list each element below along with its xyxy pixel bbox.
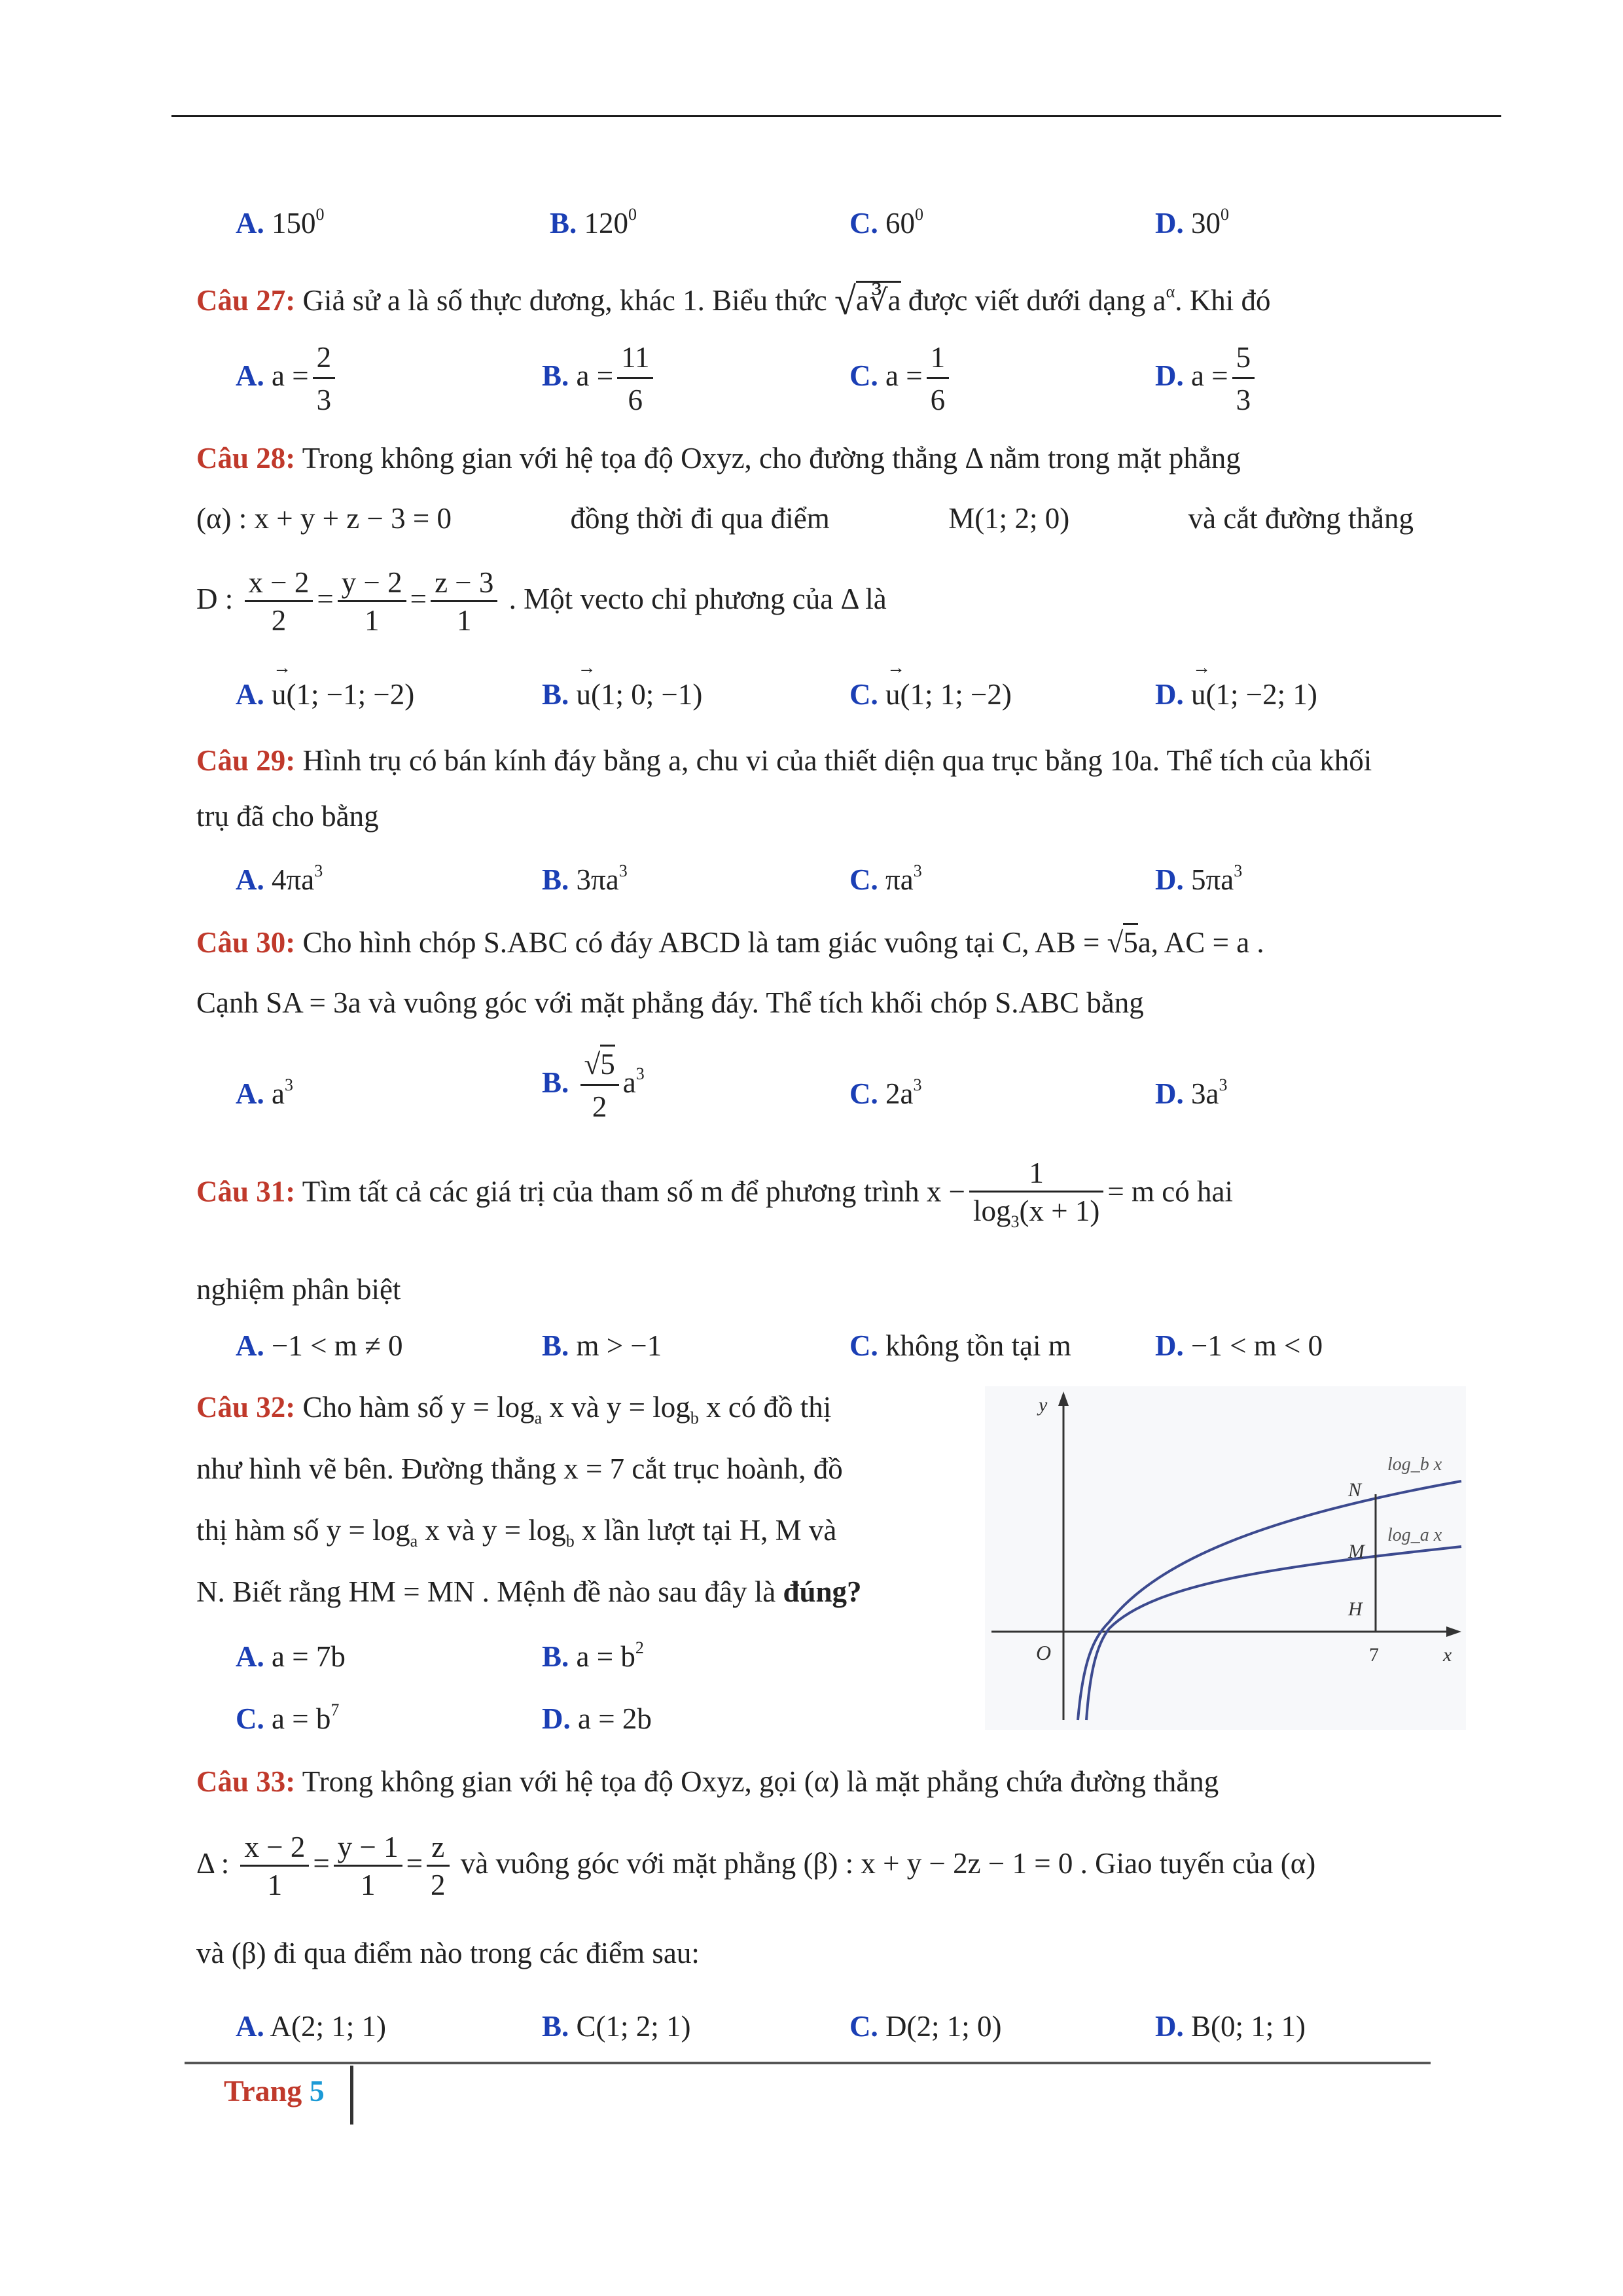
q28-line2: (α) : x + y + z − 3 = 0 đồng thời đi qua điểm M(1; 2; 0) và cắt đường thẳng — [196, 502, 1414, 535]
q27-option-c: C. a = $\frac{1}{6}$ — [849, 340, 953, 417]
q32-line2: như hình vẽ bên. Đường thẳng x = 7 cắt trục hoành, đồ — [196, 1452, 843, 1485]
q33-option-d: D. B(0; 1; 1) — [1155, 2010, 1306, 2043]
q33-line3: và (β) đi qua điểm nào trong các điểm sau: — [196, 1937, 700, 1969]
q28-option-b: B. → u(1; 0; −1) — [542, 677, 702, 711]
page-footer — [224, 2073, 325, 2108]
q31-line2: nghiệm phân biệt — [196, 1273, 401, 1306]
q30-option-a: A. $a^3$ — [236, 1075, 293, 1110]
q32-option-b: B. $a = b^2$ — [542, 1638, 644, 1673]
q27-option-d: D. a = $\frac{5}{3}$ — [1155, 340, 1258, 417]
q28-line3: D : $\frac{x - 2}{2}$ = $\frac{y - 2}{1}$ = $\frac{z - 3}{1}$ . Một vecto chỉ phương của Δ là — [196, 566, 887, 637]
q32-line4: N. Biết rằng HM = MN . Mệnh đề nào sau đây là đúng? — [196, 1575, 862, 1608]
curve-b-label: log_b x — [1387, 1454, 1442, 1475]
page-number: 5 — [309, 2074, 325, 2108]
q31-option-b: B. m > −1 — [542, 1329, 662, 1362]
q30-option-d: D. $3a^3$ — [1155, 1075, 1228, 1110]
q27-stem: Câu 27: Giả sử a là số thực dương, khác 1. Biểu thức √a∛a được viết dưới dạng $a^\alpha$. Khi đó — [196, 279, 1271, 323]
q27-option-a: A. a = $\frac{2}{3}$ — [236, 340, 339, 417]
q31-line1: Câu 31: Tìm tất cả các giá trị của tham số m để phương trình x − $\frac{1}{\log_3(x + 1)}$ = m có hai — [196, 1157, 1233, 1231]
q28-line1: Câu 28: Trong không gian với hệ tọa độ Oxyz, cho đường thẳng Δ nằm trong mặt phẳng — [196, 442, 1241, 475]
q28-option-d: D. → u(1; −2; 1) — [1155, 677, 1317, 711]
q33-option-c: C. D(2; 1; 0) — [849, 2010, 1002, 2043]
q29-line2: trụ đã cho bằng — [196, 800, 379, 833]
q33-option-a: A. A(2; 1; 1) — [236, 2010, 387, 2043]
q33-line2: Δ : $\frac{x - 2}{1}$ = $\frac{y - 1}{1}$ = $\frac{z}{2}$ và vuông góc với mặt phẳng (β) : x + y − 2z − 1 = 0 . Giao tuyến của (α) — [196, 1831, 1316, 1901]
q32-option-a: A. a = 7b — [236, 1640, 346, 1673]
q26-option-a: A. $150^0$ — [236, 205, 325, 240]
footer-divider — [350, 2066, 353, 2125]
q32-option-d: D. a = 2b — [542, 1702, 652, 1735]
q32-option-c: C. $a = b^7$ — [236, 1700, 340, 1735]
q26-option-b: B. $120^0$ — [550, 205, 637, 240]
q29-option-a: A. $4\pi a^3$ — [236, 861, 323, 896]
q29-option-d: D. $5\pi a^3$ — [1155, 861, 1243, 896]
q28-option-a: A. → u(1; −1; −2) — [236, 677, 414, 711]
q33-option-b: B. C(1; 2; 1) — [542, 2010, 691, 2043]
top-rule — [171, 115, 1501, 117]
graph-background — [985, 1386, 1466, 1730]
q29-option-c: C. $\pi a^3$ — [849, 861, 922, 896]
q30-line1: Câu 30: Cho hình chóp S.ABC có đáy ABCD là tam giác vuông tại C, AB = √5a, AC = a . — [196, 928, 1264, 958]
y-axis-label: y — [1039, 1394, 1048, 1416]
point-h-label: H — [1348, 1598, 1363, 1620]
q30-line2: Cạnh SA = 3a và vuông góc với mặt phẳng đáy. Thể tích khối chóp S.ABC bằng — [196, 986, 1144, 1019]
q28-option-c: C. → u(1; 1; −2) — [849, 677, 1012, 711]
q31-option-d: D. −1 < m < 0 — [1155, 1329, 1323, 1362]
x-axis-label: x — [1443, 1644, 1452, 1666]
origin-label: O — [1036, 1641, 1052, 1664]
q26-option-d: D. $30^0$ — [1155, 205, 1229, 240]
q26-option-c: C. $60^0$ — [849, 205, 923, 240]
q30-option-b: B. $\frac{√5}{2}$ $a^3$ — [542, 1047, 645, 1124]
point-m-label: M — [1348, 1541, 1364, 1562]
q32-line1: Câu 32: Cho hàm số $y = \log_a x$ và $y = \log_b x$ có đồ thị — [196, 1391, 832, 1427]
curve-a-label: log_a x — [1387, 1525, 1442, 1545]
q29-line1: Câu 29: Hình trụ có bán kính đáy bằng a, chu vi của thiết diện qua trục bằng 10a. Thể tích của khối — [196, 744, 1372, 777]
log-graph — [985, 1386, 1466, 1730]
footer-rule — [185, 2062, 1431, 2064]
q31-option-a: A. −1 < m ≠ 0 — [236, 1329, 403, 1362]
q32-line3: thị hàm số $y = \log_a x$ và $y = \log_b x$ lần lượt tại H, M và — [196, 1514, 837, 1551]
x-mark-7: 7 — [1369, 1644, 1379, 1666]
q33-line1: Câu 33: Trong không gian với hệ tọa độ Oxyz, gọi (α) là mặt phẳng chứa đường thẳng — [196, 1765, 1219, 1798]
q29-option-b: B. $3\pi a^3$ — [542, 861, 628, 896]
q30-option-c: C. $2a^3$ — [849, 1075, 922, 1110]
q31-option-c: C. không tồn tại m — [849, 1329, 1071, 1362]
q27-option-b: B. a = $\frac{11}{6}$ — [542, 340, 657, 417]
point-n-label: N — [1348, 1479, 1362, 1501]
footer-label: Trang — [224, 2074, 302, 2108]
